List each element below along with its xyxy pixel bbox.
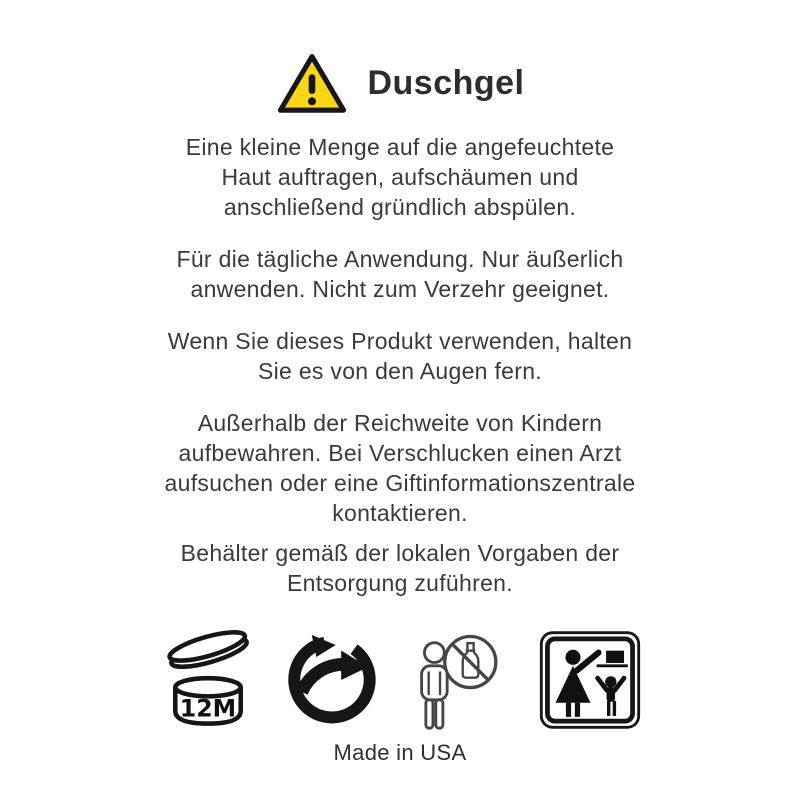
label-header xyxy=(275,50,524,116)
children-warning: Außerhalb der Reichweite von Kindern aufbewahren. Bei Verschlucken einen Arzt aufsuchen oder eine Giftinformationszentrale kontaktieren. xyxy=(164,410,636,526)
no-alcohol-person-icon xyxy=(406,628,510,732)
period-after-opening-icon xyxy=(158,629,258,731)
warning-triangle-icon xyxy=(275,50,349,116)
page-title: Duschgel xyxy=(367,63,525,102)
keep-away-from-children-icon xyxy=(538,628,642,732)
pao-months-label: 12M xyxy=(179,694,237,723)
usage-instructions: Eine kleine Menge auf die angefeuchtete Haut auftragen, aufschäumen und anschließend gründlich abspülen. xyxy=(185,134,615,220)
eye-warning: Wenn Sie dieses Produkt verwenden, halten Sie es von den Augen fern. xyxy=(167,328,633,384)
symbol-row xyxy=(158,626,642,734)
green-dot-recycling-icon xyxy=(286,634,378,726)
made-in-label: Made in USA xyxy=(333,740,467,765)
daily-use-warning: Für die tägliche Anwendung. Nur äußerlich anwenden. Nicht zum Verzehr geeignet. xyxy=(176,246,624,302)
label-text xyxy=(165,132,636,620)
disposal-note: Behälter gemäß der lokalen Vorgaben der Entsorgung zuführen. xyxy=(180,540,620,596)
